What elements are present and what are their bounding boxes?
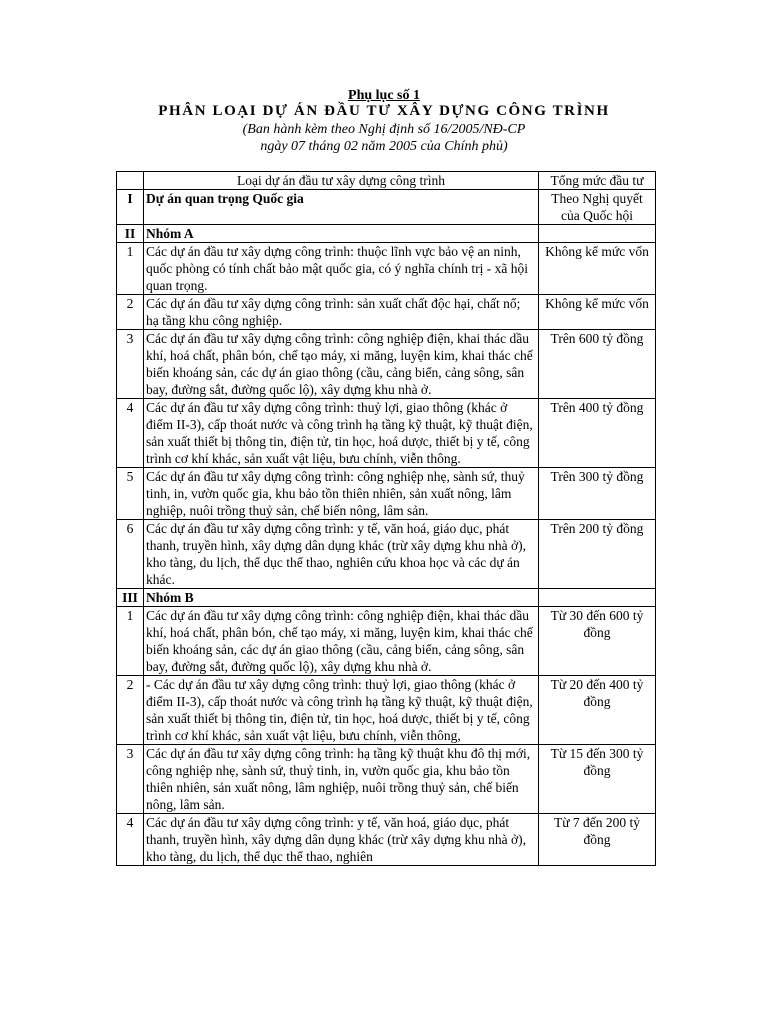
table-row <box>117 295 656 330</box>
group-label: Dự án quan trọng Quốc gia <box>144 190 539 225</box>
row-description: Các dự án đầu tư xây dựng công trình: y tế, văn hoá, giáo dục, phát thanh, truyền hình, xây dựng dân dụng khác (trừ xây dựng khu nhà ở), kho tàng, du lịch, thể dục thể thao, nghiên cứu khoa học và các dự án khác. <box>144 520 539 589</box>
group-row-a <box>117 225 656 243</box>
row-description: Các dự án đầu tư xây dựng công trình: thuộc lĩnh vực bảo vệ an ninh, quốc phòng có tính chất bảo mật quốc gia, có ý nghĩa chính trị - xã hội quan trọng. <box>144 243 539 295</box>
table-header-row <box>117 172 656 190</box>
document-title: PHÂN LOẠI DỰ ÁN ĐẦU TƯ XÂY DỰNG CÔNG TRÌNH <box>158 103 610 119</box>
group-amount <box>539 589 656 607</box>
row-number: 4 <box>117 399 144 468</box>
row-amount: Từ 7 đến 200 tỷ đồng <box>539 814 656 866</box>
table-row <box>117 814 656 866</box>
group-label: Nhóm A <box>144 225 539 243</box>
group-row-b <box>117 589 656 607</box>
decree-reference: (Ban hành kèm theo Nghị định số 16/2005/NĐ-CP <box>242 122 526 137</box>
row-description: Các dự án đầu tư xây dựng công trình: công nghiệp điện, khai thác dầu khí, hoá chất, phân bón, chế tạo máy, xi măng, luyện kim, khai thác chế biến khoáng sản, các dự án giao thông (cầu, cảng biển, cảng sông, sân bay, đường sắt, đường quốc lộ), xây dựng khu nhà ở. <box>144 607 539 676</box>
row-number: 2 <box>117 295 144 330</box>
row-number: 5 <box>117 468 144 520</box>
group-number: I <box>117 190 144 225</box>
row-number: 2 <box>117 676 144 745</box>
row-amount: Trên 400 tỷ đồng <box>539 399 656 468</box>
row-number: 1 <box>117 243 144 295</box>
row-amount: Từ 20 đến 400 tỷ đồng <box>539 676 656 745</box>
row-number: 6 <box>117 520 144 589</box>
group-amount: Theo Nghị quyết của Quốc hội <box>539 190 656 225</box>
row-amount: Trên 600 tỷ đồng <box>539 330 656 399</box>
row-number: 4 <box>117 814 144 866</box>
row-description: Các dự án đầu tư xây dựng công trình: công nghiệp nhẹ, sành sứ, thuỷ tinh, in, vườn quốc gia, khu bảo tồn thiên nhiên, sản xuất nông, lâm nghiệp, nuôi trồng thuỷ sản, chế biến nông, lâm sản. <box>144 468 539 520</box>
row-amount: Không kể mức vốn <box>539 295 656 330</box>
table-row <box>117 468 656 520</box>
header-project-type: Loại dự án đầu tư xây dựng công trình <box>144 172 539 190</box>
row-number: 3 <box>117 745 144 814</box>
row-amount: Trên 300 tỷ đồng <box>539 468 656 520</box>
row-amount: Trên 200 tỷ đồng <box>539 520 656 589</box>
table-row <box>117 243 656 295</box>
row-description: Các dự án đầu tư xây dựng công trình: sản xuất chất độc hại, chất nổ; hạ tầng khu công nghiệp. <box>144 295 539 330</box>
table-row <box>117 607 656 676</box>
row-amount: Không kể mức vốn <box>539 243 656 295</box>
group-amount <box>539 225 656 243</box>
row-number: 3 <box>117 330 144 399</box>
row-description: Các dự án đầu tư xây dựng công trình: công nghiệp điện, khai thác dầu khí, hoá chất, phân bón, chế tạo máy, xi măng, luyện kim, khai thác chế biến khoáng sản, các dự án giao thông (cầu, cảng biển, cảng sông, sân bay, đường sắt, đường quốc lộ), xây dựng khu nhà ở. <box>144 330 539 399</box>
table-row <box>117 745 656 814</box>
row-description: - Các dự án đầu tư xây dựng công trình: thuỷ lợi, giao thông (khác ở điểm II-3), cấp thoát nước và công trình hạ tầng kỹ thuật, kỹ thuật điện, sản xuất thiết bị thông tin, điện tử, tin học, hoá dược, thiết bị y tế, công trình cơ khí khác, sản xuất vật liệu, bưu chính, viễn thông, <box>144 676 539 745</box>
header-total-investment: Tổng mức đầu tư <box>539 172 656 190</box>
row-amount: Từ 30 đến 600 tỷ đồng <box>539 607 656 676</box>
table-row <box>117 676 656 745</box>
row-amount: Từ 15 đến 300 tỷ đồng <box>539 745 656 814</box>
header-number <box>117 172 144 190</box>
row-description: Các dự án đầu tư xây dựng công trình: hạ tầng kỹ thuật khu đô thị mới, công nghiệp nhẹ, sành sứ, thuỷ tinh, in, vườn quốc gia, khu bảo tồn thiên nhiên, sản xuất nông, lâm nghiệp, nuôi trồng thuỷ sản, chế biến nông, lâm sản. <box>144 745 539 814</box>
row-description: Các dự án đầu tư xây dựng công trình: y tế, văn hoá, giáo dục, phát thanh, truyền hình, xây dựng dân dụng khác (trừ xây dựng khu nhà ở), kho tàng, du lịch, thể dục thể thao, nghiên <box>146 815 527 864</box>
row-number: 1 <box>117 607 144 676</box>
group-number: III <box>117 589 144 607</box>
appendix-label: Phụ lục số 1 <box>348 88 420 103</box>
group-label: Nhóm B <box>144 589 539 607</box>
table-row <box>117 399 656 468</box>
table-row <box>117 520 656 589</box>
group-row-national <box>117 190 656 225</box>
row-description: Các dự án đầu tư xây dựng công trình: thuỷ lợi, giao thông (khác ở điểm II-3), cấp thoát nước và công trình hạ tầng kỹ thuật, kỹ thuật điện, sản xuất thiết bị thông tin, điện tử, tin học, hoá dược, thiết bị y tế, công trình cơ khí khác, sản xuất vật liệu, bưu chính, viễn thông. <box>144 399 539 468</box>
project-classification-table <box>116 171 656 866</box>
decree-date: ngày 07 tháng 02 năm 2005 của Chính phủ) <box>260 139 508 154</box>
group-number: II <box>117 225 144 243</box>
table-row <box>117 330 656 399</box>
